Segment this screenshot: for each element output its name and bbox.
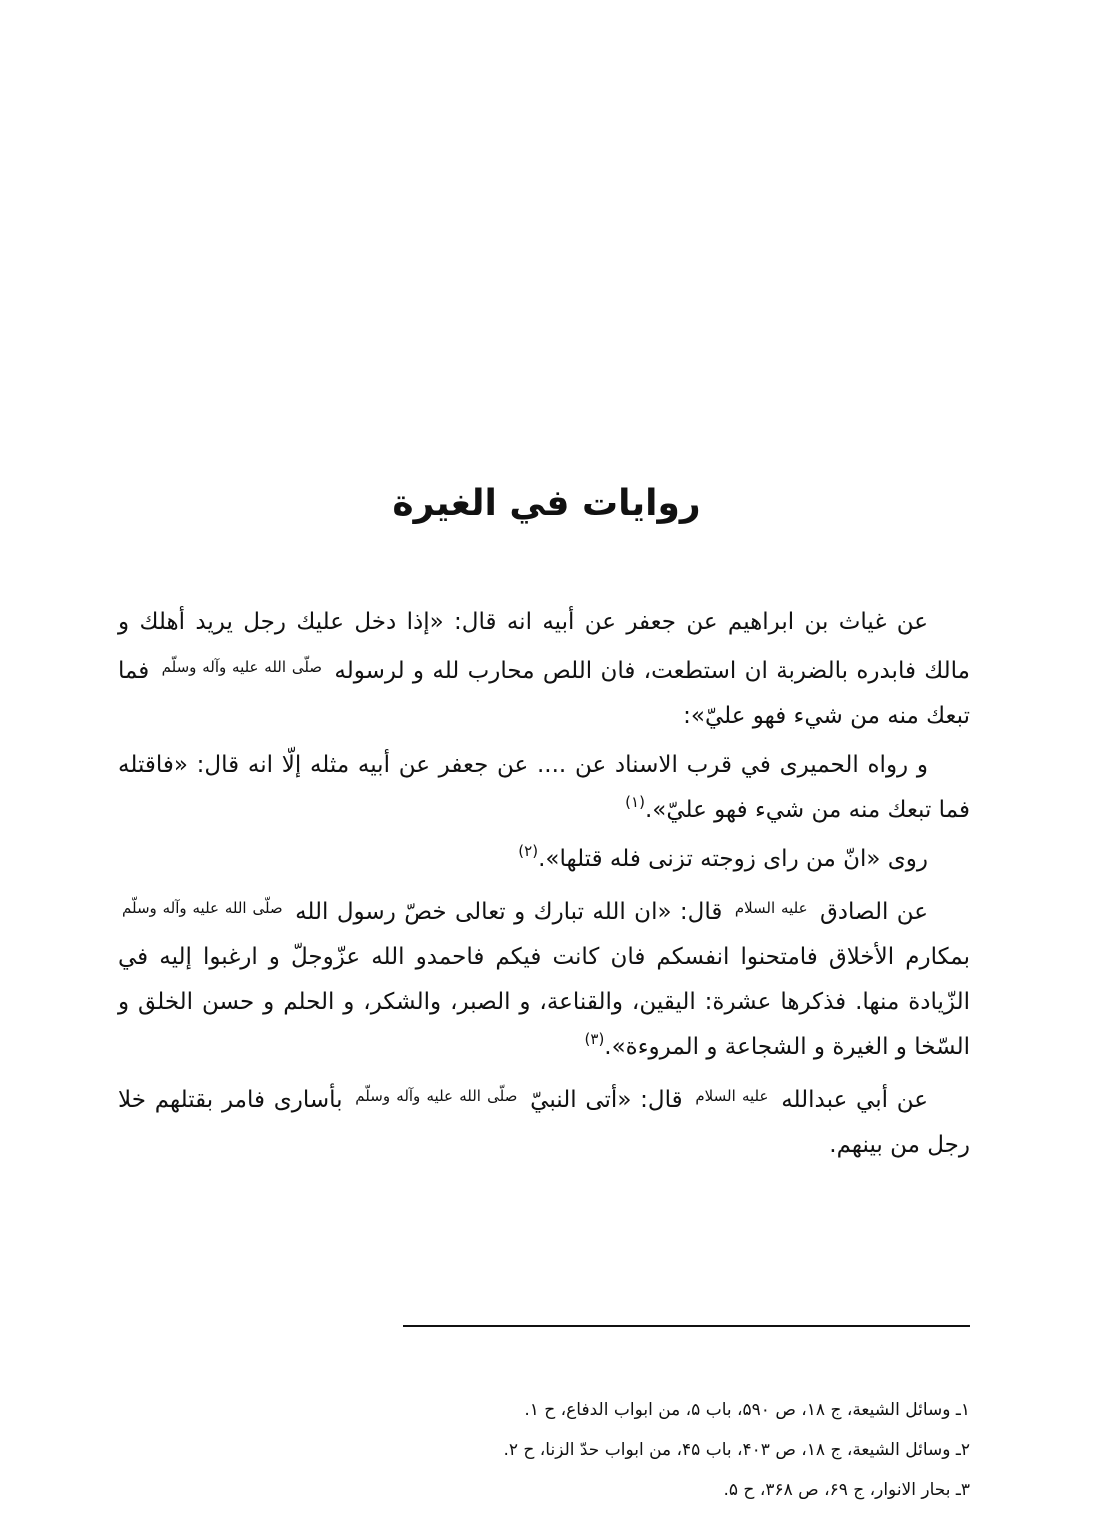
footnote-1: ۱ـ وسائل الشيعة، ج ۱۸، ص ۵۹۰، باب ۵، من ابواب الدفاع، ح ۱. — [524, 1400, 970, 1420]
paragraph-4-text-b: قال: «ان الله تبارك و تعالى خصّ رسول الله — [295, 899, 723, 925]
paragraph-5 — [118, 1074, 970, 1168]
paragraph-4-text-c: بمكارم الأخلاق فامتحنوا انفسكم فان كانت فيكم فاحمدو الله عزّوجلّ و ارغبوا إليه في الزّيادة منها. فذكرها عشرة: اليقين، والقناعة، و الصبر، والشكر، و الحلم و حسن الخلق و السّخا و الغيرة و الشجاعة و المروءة». — [118, 944, 970, 1060]
honorific-prophet-1: صلّى الله عليه وآله وسلّم — [161, 658, 323, 676]
paragraph-1 — [118, 600, 970, 739]
footnote-2: ۲ـ وسائل الشيعة، ج ۱۸، ص ۴۰۳، باب ۴۵، من ابواب حدّ الزنا، ح ۲. — [503, 1440, 970, 1460]
footnote-3: ۳ـ بحار الانوار، ج ۶۹، ص ۳۶۸، ح ۵. — [723, 1480, 970, 1500]
body-text — [118, 600, 970, 1172]
paragraph-4-text-a: عن الصادق — [819, 899, 929, 925]
footnote-ref-2[interactable]: (۲) — [518, 842, 539, 860]
paragraph-4 — [118, 886, 970, 1070]
paragraph-1-text-b: فما تبعك منه من شيء فهو عليّ»: — [118, 658, 970, 729]
footnote-ref-1[interactable]: (۱) — [625, 793, 645, 811]
paragraph-5-text-c: بأسارى فامر بقتلهم خلا رجل من بينهم. — [118, 1087, 970, 1158]
page-title: روايات في الغيرة — [392, 483, 701, 524]
paragraph-3 — [118, 837, 970, 882]
paragraph-5-text-a: عن أبي عبدالله — [781, 1087, 929, 1113]
honorific-prophet-2: صلّى الله عليه وآله وسلّم — [122, 899, 283, 917]
paragraph-5-text-b: قال: «أتى النبيّ — [530, 1087, 683, 1113]
honorific-imam-1: عليه السلام — [734, 899, 808, 917]
footnotes — [118, 1390, 970, 1510]
paragraph-3-text: روى «انّ من راى زوجته تزنى فله قتلها». — [538, 846, 928, 872]
honorific-prophet-3: صلّى الله عليه وآله وسلّم — [355, 1087, 518, 1105]
paragraph-2 — [118, 743, 970, 833]
footnote-divider — [403, 1325, 970, 1327]
honorific-imam-2: عليه السلام — [695, 1087, 769, 1105]
paragraph-1-text-a: عن غياث بن ابراهيم عن جعفر عن أبيه انه قال: «إذا دخل عليك رجل يريد أهلك و مالك فابدره بالضربة ان استطعت، فان اللص محارب لله و لرسوله — [118, 609, 971, 684]
footnote-ref-3[interactable]: (۳) — [584, 1030, 605, 1048]
paragraph-2-text: و رواه الحميرى في قرب الاسناد عن .... عن جعفر عن أبيه مثله إلّا انه قال: «فاقتله فما تبعك منه من شيء فهو عليّ». — [118, 752, 970, 823]
